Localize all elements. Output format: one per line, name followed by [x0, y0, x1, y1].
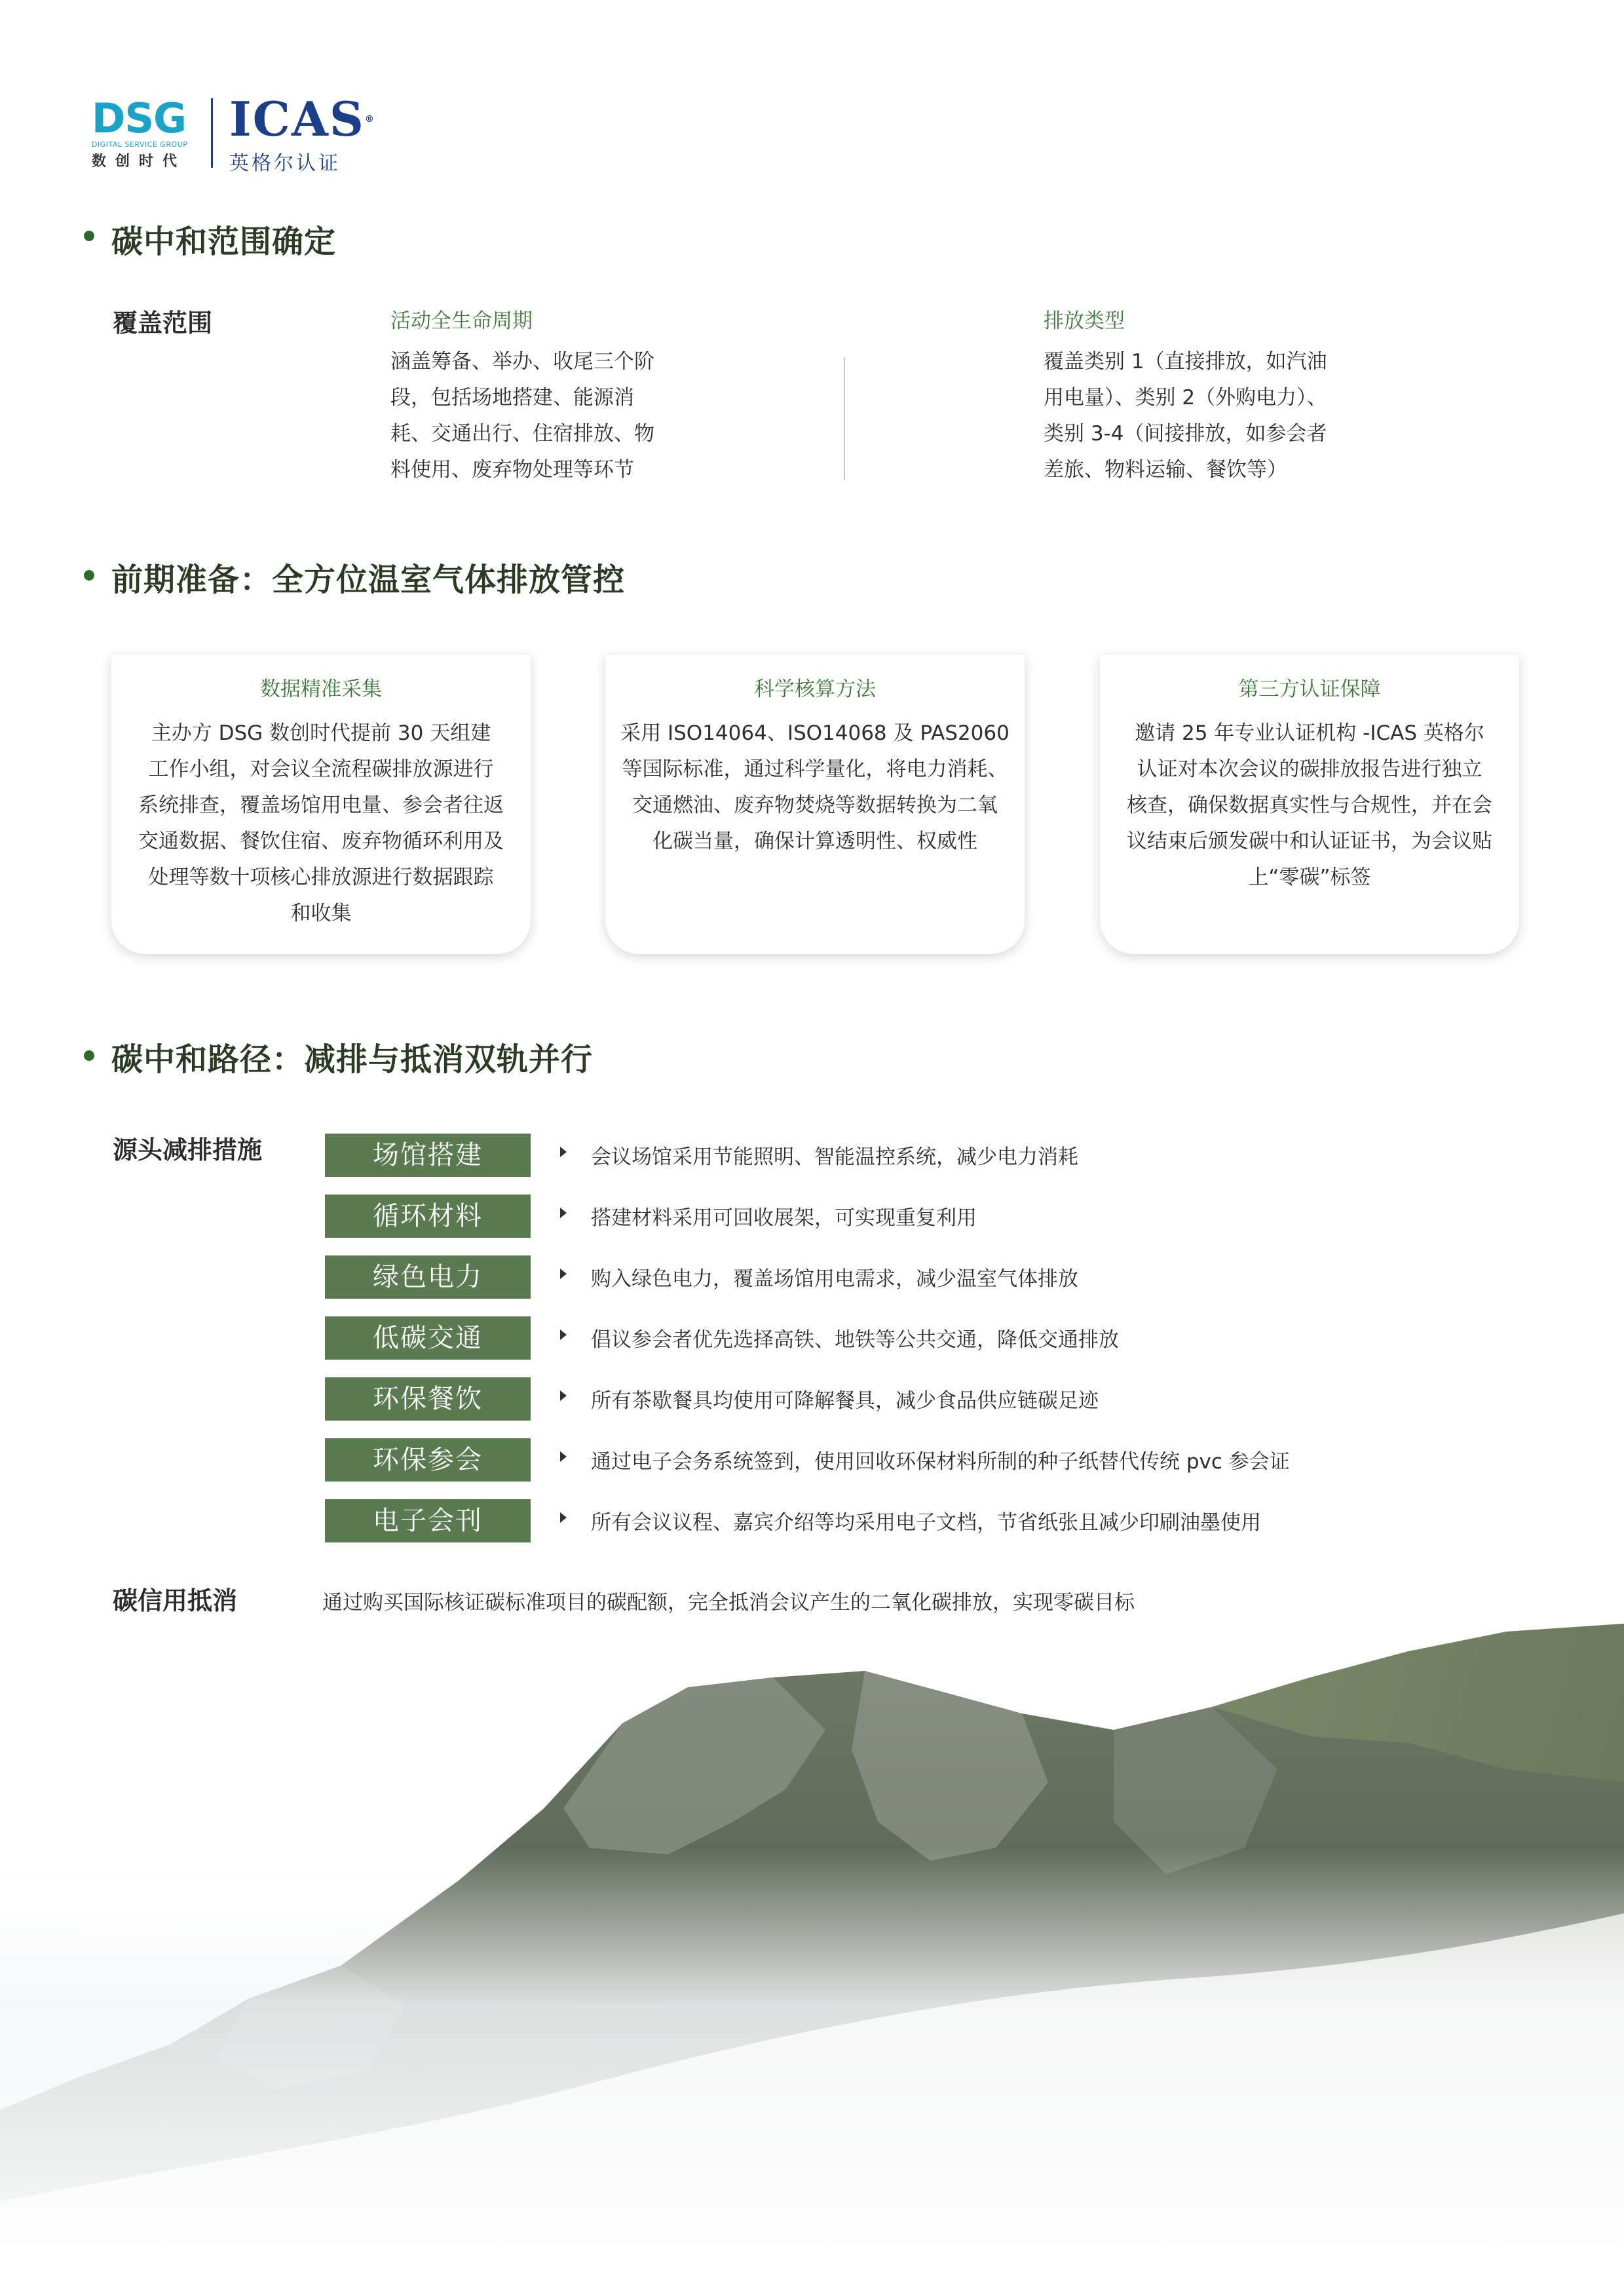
card-line: 上“零碳”标签 [1248, 866, 1371, 889]
measure-tag: 电子会刊 [325, 1499, 531, 1542]
emission-type-line: 类别 3-4（间接排放，如参会者 [1044, 422, 1327, 446]
measure-tag: 低碳交通 [325, 1316, 531, 1360]
card-title: 数据精准采集 [260, 678, 382, 701]
emission-type-line: 差旅、物料运输、餐饮等） [1044, 458, 1287, 482]
reduction-label: 源头减排措施 [113, 1136, 263, 1164]
dsg-logo-chinese: 数创时代 [92, 153, 187, 170]
arrow-right-icon [560, 1269, 567, 1279]
lifecycle-line: 料使用、废弃物处理等环节 [390, 458, 634, 482]
measure-text: 所有茶歇餐具均使用可降解餐具，减少食品供应链碳足迹 [591, 1389, 1099, 1413]
measure-tag: 环保参会 [325, 1438, 531, 1482]
column-divider [844, 357, 845, 480]
card-line: 系统排查，覆盖场馆用电量、参会者往返 [138, 794, 504, 817]
card-line: 交通数据、餐饮住宿、废弃物循环利用及 [138, 830, 504, 853]
measure-text: 搭建材料采用可回收展架，可实现重复利用 [591, 1206, 977, 1230]
card-line: 主办方 DSG 数创时代提前 30 天组建 [151, 721, 491, 745]
lifecycle-line: 段，包括场地搭建、能源消 [390, 386, 634, 410]
lifecycle-text [390, 344, 692, 488]
mountain-illustration [0, 1573, 1624, 2296]
card-third-party-certification [1100, 655, 1519, 954]
measure-text: 倡议参会者优先选择高铁、地铁等公共交通，降低交通排放 [591, 1328, 1119, 1352]
card-data-collection [111, 655, 531, 954]
card-line: 化碳当量，确保计算透明性、权威性 [652, 830, 977, 853]
icas-logo-chinese: 英格尔认证 [229, 152, 341, 175]
emission-type-text [1044, 344, 1358, 488]
registered-mark: ® [364, 114, 375, 124]
dsg-logo-subtitle: DIGITAL SERVICE GROUP [92, 140, 188, 149]
dsg-logo-word: DSG [92, 98, 197, 139]
emission-type-heading: 排放类型 [1044, 309, 1125, 333]
measure-text: 会议场馆采用节能照明、智能温控系统，减少电力消耗 [591, 1145, 1078, 1169]
card-line: 和收集 [290, 902, 352, 925]
measure-tag: 场馆搭建 [325, 1134, 531, 1177]
lifecycle-line: 涵盖筹备、举办、收尾三个阶 [390, 350, 654, 373]
card-text [616, 716, 1014, 860]
arrow-right-icon [560, 1512, 567, 1523]
offset-label: 碳信用抵消 [113, 1586, 238, 1615]
dsg-logo [92, 94, 197, 170]
section-title-preparation: 前期准备：全方位温室气体排放管控 [111, 562, 626, 598]
emission-type-line: 覆盖类别 1（直接排放，如汽油 [1044, 350, 1327, 373]
card-title: 第三方认证保障 [1238, 678, 1381, 701]
lifecycle-line: 耗、交通出行、住宿排放、物 [390, 422, 654, 446]
card-line: 工作小组，对会议全流程碳排放源进行 [148, 757, 494, 781]
measure-tag: 绿色电力 [325, 1255, 531, 1299]
measure-text: 所有会议议程、嘉宾介绍等均采用电子文档，节省纸张且减少印刷油墨使用 [591, 1511, 1261, 1535]
card-line: 认证对本次会议的碳排放报告进行独立 [1137, 757, 1482, 781]
section-title-pathway: 碳中和路径：减排与抵消双轨并行 [111, 1041, 594, 1078]
arrow-right-icon [560, 1330, 567, 1340]
arrow-right-icon [560, 1147, 567, 1157]
card-text [135, 716, 507, 932]
offset-text: 通过购买国际核证碳标准项目的碳配额，完全抵消会议产生的二氧化碳排放，实现零碳目标 [322, 1591, 1135, 1615]
card-line: 邀请 25 年专业认证机构 -ICAS 英格尔 [1135, 721, 1484, 745]
measure-text: 购入绿色电力，覆盖场馆用电需求，减少温室气体排放 [591, 1267, 1078, 1291]
logo-divider [211, 98, 213, 168]
measure-tag: 环保餐饮 [325, 1377, 531, 1421]
lifecycle-heading: 活动全生命周期 [390, 309, 533, 333]
icas-logo [229, 91, 375, 176]
card-line: 处理等数十项核心排放源进行数据跟踪 [148, 866, 494, 889]
emission-type-line: 用电量）、类别 2（外购电力）、 [1044, 386, 1327, 410]
card-line: 核查，确保数据真实性与合规性，并在会 [1127, 794, 1492, 817]
measure-tag: 循环材料 [325, 1195, 531, 1238]
card-title: 科学核算方法 [754, 678, 876, 701]
card-text [1124, 716, 1496, 896]
section-bullet-icon [84, 570, 94, 581]
coverage-label: 覆盖范围 [113, 309, 213, 337]
arrow-right-icon [560, 1208, 567, 1218]
measure-text: 通过电子会务系统签到，使用回收环保材料所制的种子纸替代传统 pvc 参会证 [591, 1450, 1290, 1474]
section-bullet-icon [84, 231, 94, 241]
icas-logo-word: ICAS [229, 91, 365, 147]
arrow-right-icon [560, 1390, 567, 1401]
card-line: 议结束后颁发碳中和认证证书，为会议贴 [1127, 830, 1492, 853]
card-line: 等国际标准，通过科学量化，将电力消耗、 [622, 757, 1008, 781]
card-accounting-method [605, 655, 1025, 954]
section-title-scope: 碳中和范围确定 [111, 223, 337, 260]
card-line: 交通燃油、废弃物焚烧等数据转换为二氧 [632, 794, 998, 817]
arrow-right-icon [560, 1451, 567, 1462]
section-bullet-icon [84, 1050, 94, 1061]
card-line: 采用 ISO14064、ISO14068 及 PAS2060 [620, 721, 1010, 745]
